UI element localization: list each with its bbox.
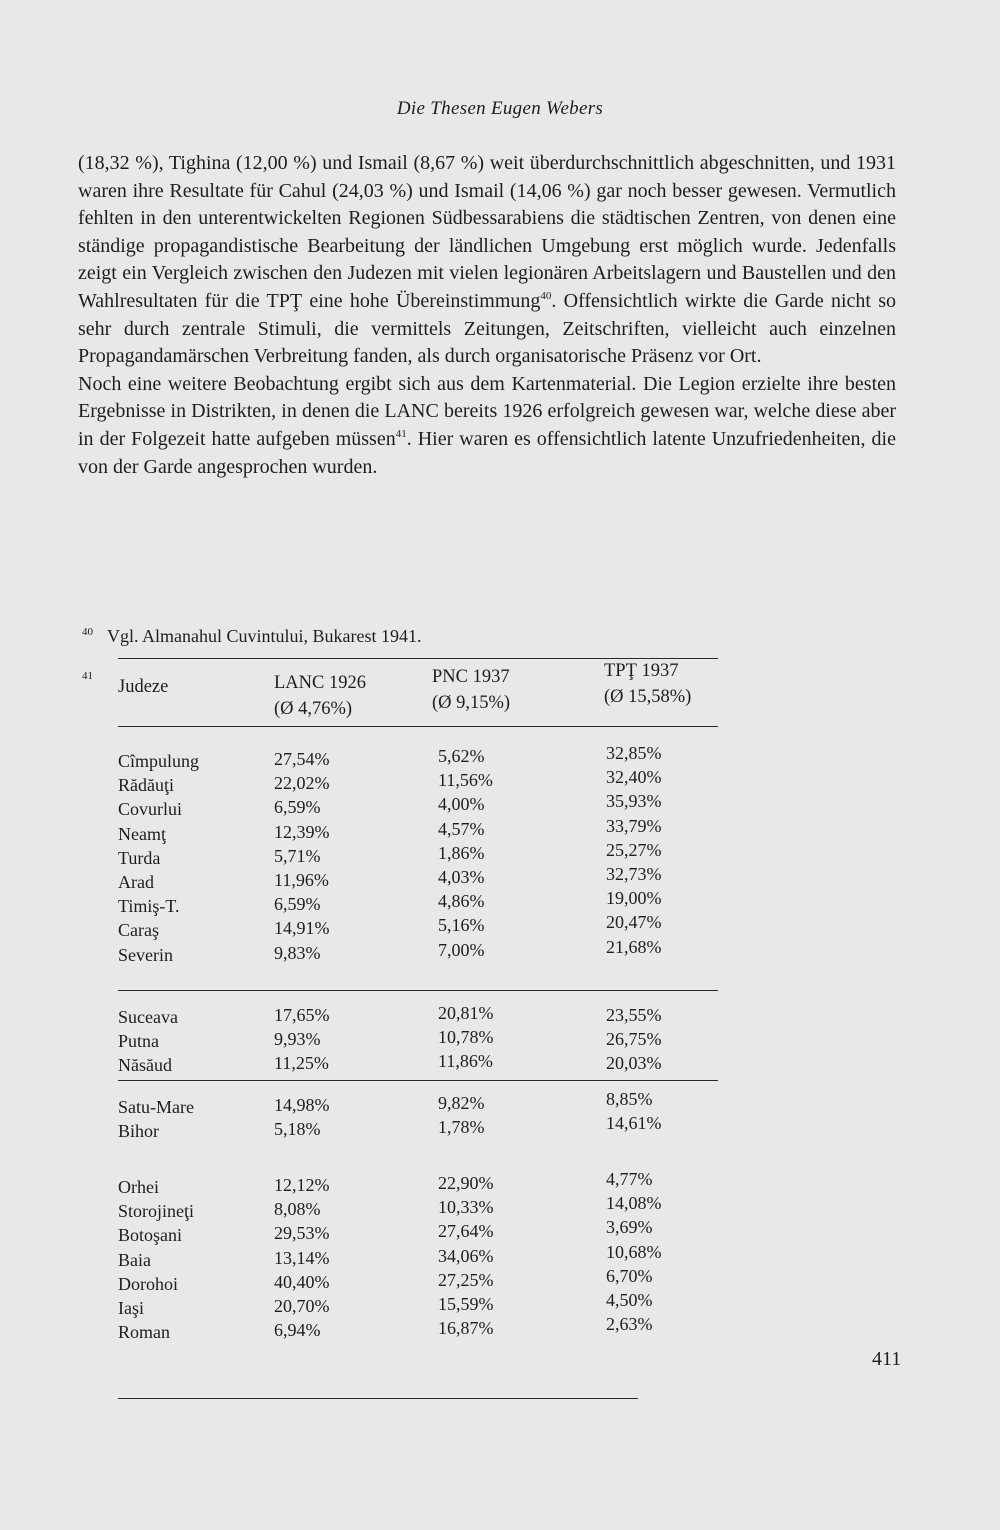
footnote-40-number: 40 bbox=[82, 626, 93, 638]
header-pnc-avg: (Ø 9,15%) bbox=[432, 693, 511, 713]
table-cell-judet: Dorohoi bbox=[118, 1273, 178, 1294]
table-cell-lanc: 11,25% bbox=[274, 1053, 329, 1074]
paragraph-2 bbox=[78, 371, 896, 481]
group-rule-2 bbox=[118, 1080, 718, 1081]
table-cell-judet: Caraş bbox=[118, 920, 159, 941]
table-cell-judet: Cîmpulung bbox=[118, 751, 200, 771]
table-cell-pnc: 16,87% bbox=[438, 1318, 494, 1339]
table-bottom-rule bbox=[118, 1398, 638, 1399]
header-judeze: Judeze bbox=[118, 677, 169, 697]
footnote-40-text: Vgl. Almanahul Cuvintului, Bukarest 1941. bbox=[107, 626, 422, 646]
table-cell-judet: Orhei bbox=[118, 1177, 159, 1197]
page-number: 411 bbox=[872, 1348, 902, 1370]
table-cell-lanc: 5,71% bbox=[274, 845, 321, 866]
table-cell-lanc: 27,54% bbox=[274, 749, 330, 769]
table-cell-tpt: 19,00% bbox=[606, 888, 662, 909]
running-head: Die Thesen Eugen Webers bbox=[396, 98, 604, 119]
paragraph-2-text-a: Noch eine weitere Beobachtung ergibt sich aus dem Kartenmaterial. Die Legion erzielte ihre besten Ergebnisse in Distrikten, in denen die LANC bereits 1926 erfolgreich gewesen war, welche diese aber in der Folgezeit hatte aufgeben müssen bbox=[78, 372, 896, 450]
table-cell-judet: Covurlui bbox=[118, 799, 183, 820]
table-cell-tpt: 32,85% bbox=[606, 743, 662, 763]
header-lanc bbox=[274, 670, 366, 722]
table-cell-pnc: 10,33% bbox=[438, 1197, 494, 1218]
header-tpt-avg: (Ø 15,58%) bbox=[604, 687, 692, 707]
table-cell-pnc: 20,81% bbox=[438, 1003, 494, 1023]
table-cell-pnc: 34,06% bbox=[438, 1245, 494, 1266]
table-cell-pnc: 1,78% bbox=[438, 1117, 485, 1138]
table-cell-tpt: 4,50% bbox=[606, 1290, 653, 1310]
table-cell-tpt: 35,93% bbox=[606, 791, 662, 812]
table-cell-pnc: 27,25% bbox=[438, 1269, 494, 1290]
footnote-41-number: 41 bbox=[82, 670, 93, 682]
paragraph-2-text-b: . Hier waren es offensichtlich latente Unzufriedenheiten, die von der Garde angesprochen wurden. bbox=[78, 427, 896, 478]
table-cell-judet: Baia bbox=[118, 1249, 151, 1270]
table-cell-tpt: 10,68% bbox=[606, 1241, 662, 1262]
table-cell-tpt: 32,73% bbox=[606, 864, 662, 884]
table-cell-lanc: 11,96% bbox=[274, 870, 329, 890]
table-cell-tpt: 14,61% bbox=[606, 1113, 662, 1134]
table-cell-lanc: 6,94% bbox=[274, 1320, 321, 1341]
table-cell-lanc: 14,91% bbox=[274, 918, 330, 939]
table-cell-judet: Storojineţi bbox=[118, 1201, 194, 1222]
table-cell-pnc: 5,16% bbox=[438, 915, 485, 936]
header-tpt bbox=[604, 658, 691, 710]
table-cell-judet: Turda bbox=[118, 847, 161, 868]
table-cell-pnc: 9,82% bbox=[438, 1093, 485, 1113]
table-cell-tpt: 25,27% bbox=[606, 839, 662, 860]
table-cell-pnc: 1,86% bbox=[438, 842, 485, 863]
table-cell-tpt: 32,40% bbox=[606, 767, 662, 788]
table-cell-judet: Botoşani bbox=[118, 1225, 183, 1246]
table-cell-tpt: 4,77% bbox=[606, 1169, 653, 1189]
table-cell-judet: Bihor bbox=[118, 1121, 160, 1142]
table-cell-judet: Rădăuţi bbox=[118, 775, 174, 796]
table-cell-lanc: 5,18% bbox=[274, 1119, 321, 1140]
table-cell-tpt: 33,79% bbox=[606, 815, 662, 836]
header-pnc bbox=[432, 664, 510, 716]
table-cell-pnc: 11,56% bbox=[438, 770, 493, 791]
table-cell-judet: Neamţ bbox=[118, 823, 166, 844]
table-cell-lanc: 40,40% bbox=[274, 1271, 330, 1292]
table-cell-pnc: 7,00% bbox=[438, 939, 485, 960]
table-cell-lanc: 22,02% bbox=[274, 773, 330, 794]
paragraph-1-text-a: (18,32 %), Tighina (12,00 %) und Ismail (8,67 %) weit überdurchschnittlich abgeschnitten, und 1931 waren ihre Resultate für Cahul (24,03 %) und Ismail (14,06 %) gar noch besser gewesen. Vermutlich fehlten in den unterentwickelten Regionen Südbessarabiens die städtischen Zentren, von denen eine ständige propagandistische Bearbeitung der ländlichen Umgebung erst möglich wurde. Jedenfalls zeigt ein Vergleich zwischen den Judezen mit vielen legionären Arbeitslagern und Baustellen und den Wahlresultaten für die TPŢ eine hohe Übereinstimmung bbox=[78, 152, 896, 312]
table-cell-tpt: 6,70% bbox=[606, 1265, 653, 1286]
table-cell-tpt: 23,55% bbox=[606, 1005, 662, 1025]
table-cell-pnc: 4,00% bbox=[438, 794, 485, 815]
table-cell-lanc: 6,59% bbox=[274, 894, 321, 915]
table-cell-judet: Satu-Mare bbox=[118, 1097, 194, 1117]
table-cell-judet: Timiş-T. bbox=[118, 896, 180, 917]
paragraph-1 bbox=[78, 150, 896, 371]
table-cell-judet: Suceava bbox=[118, 1007, 178, 1027]
table-cell-pnc: 4,86% bbox=[438, 891, 485, 912]
header-lanc-avg: (Ø 4,76%) bbox=[274, 699, 353, 719]
body-text bbox=[78, 150, 896, 481]
table-cell-lanc: 14,98% bbox=[274, 1095, 330, 1115]
table-cell-tpt: 3,69% bbox=[606, 1217, 653, 1238]
table-cell-pnc: 4,57% bbox=[438, 818, 485, 839]
table-cell-pnc: 22,90% bbox=[438, 1173, 494, 1193]
paragraph-1-text-b: . Offensichtlich wirkte die Garde nicht so sehr durch zentrale Stimuli, die vermittels Zeitungen, Zeitschriften, vielleicht auch einzelnen Propagandamärschen Verbreitung fanden, als durch organisatorische Präsenz vor Ort. bbox=[78, 289, 896, 368]
table-cell-judet: Roman bbox=[118, 1322, 170, 1343]
table-cell-lanc: 20,70% bbox=[274, 1296, 330, 1316]
footnote-ref-41[interactable]: 41 bbox=[395, 427, 407, 440]
table-cell-lanc: 9,93% bbox=[274, 1029, 321, 1050]
table-cell-pnc: 10,78% bbox=[438, 1027, 494, 1048]
table-cell-judet: Arad bbox=[118, 872, 154, 892]
table-cell-lanc: 9,83% bbox=[274, 942, 321, 963]
table-cell-pnc: 15,59% bbox=[438, 1294, 494, 1314]
header-rule bbox=[118, 726, 718, 727]
table-cell-lanc: 6,59% bbox=[274, 797, 321, 818]
table-cell-tpt: 26,75% bbox=[606, 1029, 662, 1050]
table-cell-pnc: 11,86% bbox=[438, 1051, 493, 1072]
table-cell-lanc: 12,12% bbox=[274, 1175, 330, 1195]
table-cell-pnc: 5,62% bbox=[438, 746, 485, 766]
table-cell-pnc: 4,03% bbox=[438, 867, 485, 887]
table-cell-lanc: 13,14% bbox=[274, 1247, 330, 1268]
table-cell-judet: Iaşi bbox=[118, 1298, 144, 1318]
header-lanc-title: LANC 1926 bbox=[274, 673, 366, 693]
table-cell-lanc: 8,08% bbox=[274, 1199, 321, 1220]
footnote-ref-40[interactable]: 40 bbox=[540, 289, 552, 302]
table-cell-tpt: 20,03% bbox=[606, 1053, 662, 1074]
table-cell-lanc: 17,65% bbox=[274, 1005, 330, 1025]
table-cell-judet: Putna bbox=[118, 1031, 160, 1052]
header-tpt-title: TPŢ 1937 bbox=[604, 661, 679, 681]
header-pnc-title: PNC 1937 bbox=[432, 667, 510, 687]
table-cell-judet: Severin bbox=[118, 944, 173, 965]
group-rule-1 bbox=[118, 990, 718, 991]
table-cell-tpt: 2,63% bbox=[606, 1314, 653, 1335]
table-cell-tpt: 20,47% bbox=[606, 912, 662, 933]
table-cell-tpt: 21,68% bbox=[606, 936, 662, 957]
table-cell-tpt: 14,08% bbox=[606, 1193, 662, 1214]
table-cell-lanc: 12,39% bbox=[274, 821, 330, 842]
footnote-40 bbox=[82, 626, 421, 647]
table-cell-pnc: 27,64% bbox=[438, 1221, 494, 1242]
table-cell-lanc: 29,53% bbox=[274, 1223, 330, 1244]
table-cell-tpt: 8,85% bbox=[606, 1089, 653, 1109]
table-cell-judet: Năsăud bbox=[118, 1055, 172, 1076]
